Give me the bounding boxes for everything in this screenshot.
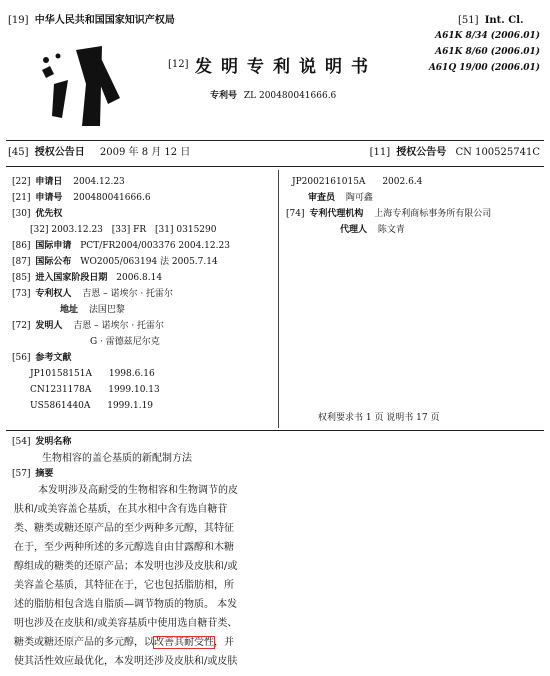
code-73: [73]	[12, 289, 31, 299]
abstract-line: 在于，至少两种所述的多元醇选自由甘露醇和木糖	[14, 542, 234, 553]
ref-doc: CN1231178A	[30, 385, 92, 395]
ref-date: 1999.10.13	[108, 385, 160, 395]
code-31: [31]	[155, 225, 174, 235]
national-phase-line	[12, 272, 162, 284]
code-22: [22]	[12, 177, 31, 187]
priority-label: 优先权	[35, 209, 63, 219]
int-cl-heading	[458, 14, 524, 27]
ref-item	[30, 400, 153, 412]
examiner-label: 审查员	[308, 193, 336, 203]
code-86: [86]	[12, 241, 31, 251]
code-57: [57]	[12, 469, 31, 479]
grant-number-label: 授权公告号	[396, 147, 447, 158]
inventor-line	[12, 320, 164, 332]
abstract-text: ，并	[214, 637, 234, 648]
invention-name-label: 发明名称	[35, 437, 72, 447]
inventor-1: 吉恩 – 诺埃尔 · 托雷尔	[73, 321, 165, 331]
app-no: 200480041666.6	[73, 193, 151, 203]
ref-item	[30, 368, 155, 380]
intl-pub-line	[12, 256, 218, 268]
app-no-line	[12, 192, 151, 204]
code-32: [32]	[30, 225, 49, 235]
abstract-line: 述的脂肪相包含选自脂质—调节物质的物质。 本发	[14, 599, 238, 610]
code-30: [30]	[12, 209, 31, 219]
abstract-line-highlighted	[14, 636, 234, 649]
app-date-line	[12, 176, 125, 188]
intl-app-line	[12, 240, 230, 252]
abstract-heading	[12, 468, 53, 480]
refs-line	[12, 352, 71, 364]
ref-item	[30, 384, 160, 396]
code-45: [45]	[8, 147, 29, 158]
abstract-line: 本发明涉及高耐受的生物相容和生物调节的皮	[38, 485, 238, 496]
office-line	[8, 14, 175, 27]
agent-line	[340, 224, 405, 236]
code-54: [54]	[12, 437, 31, 447]
code-85: [85]	[12, 273, 31, 283]
app-no-label: 申请号	[35, 193, 63, 203]
page-count: 权利要求书 1 页 说明书 17 页	[318, 413, 440, 423]
code-87: [87]	[12, 257, 31, 267]
agency-label: 专利代理机构	[309, 209, 364, 219]
ref-date: 1999.1.19	[107, 401, 154, 411]
examiner-line	[308, 192, 373, 204]
examiner: 陶可鑫	[345, 193, 373, 203]
ipc-class-3: A61Q 19/00 (2006.01)	[428, 63, 540, 73]
abstract-text: 糖类或糖还原产品的多元醇，以	[14, 637, 154, 648]
abstract-label: 摘要	[35, 469, 54, 479]
priority-row	[30, 224, 216, 236]
national-phase-date: 2006.8.14	[116, 273, 163, 283]
patent-no-label: 专利号	[210, 91, 238, 101]
ipc-class-2: A61K 8/60 (2006.01)	[435, 47, 540, 57]
ref-date: 2002.6.4	[382, 177, 423, 187]
code-12: [12]	[168, 59, 189, 70]
invention-name: 生物相容的盖仑基质的新配制方法	[42, 453, 192, 464]
doc-type-title: 发明专利说明书	[195, 57, 377, 77]
code-72: [72]	[12, 321, 31, 331]
ref-extra-line	[292, 176, 422, 188]
office-name: 中华人民共和国国家知识产权局	[34, 15, 175, 26]
ref-date: 1998.6.16	[108, 369, 155, 379]
address-label: 地址	[60, 305, 79, 315]
abstract-line: 明也涉及在皮肤和/或美容基质中使用选自糖苷类、	[14, 618, 238, 629]
grant-date-line	[8, 146, 190, 159]
app-date-label: 申请日	[35, 177, 63, 187]
highlighted-phrase[interactable]: 改善其耐受性	[154, 637, 214, 648]
patentee-line	[12, 288, 173, 300]
address-line	[60, 304, 125, 316]
inventor-2: G · 雷德兹尼尔克	[90, 337, 160, 347]
grant-date-label: 授权公告日	[34, 147, 85, 158]
abstract-line: 肤和/或美容盖仑基质，在其水相中含有选自糖苷	[14, 504, 228, 515]
column-divider	[278, 170, 279, 428]
code-19: [19]	[8, 15, 29, 26]
code-56: [56]	[12, 353, 31, 363]
agency: 上海专利商标事务所有限公司	[374, 209, 492, 219]
ref-doc: JP10158151A	[30, 369, 92, 379]
code-21: [21]	[12, 193, 31, 203]
intl-app: PCT/FR2004/003376 2004.12.23	[80, 241, 230, 251]
agent: 陈文青	[377, 225, 405, 235]
priority-line	[12, 208, 62, 220]
code-33: [33]	[111, 225, 131, 235]
divider-announce	[6, 166, 544, 167]
agency-line	[286, 208, 491, 220]
code-11: [11]	[369, 147, 391, 158]
abstract-line: 醇组成的糖类的还原产品；本发明也涉及皮肤和/或	[14, 561, 238, 572]
ipc-class-1: A61K 8/34 (2006.01)	[435, 31, 540, 41]
invention-name-heading	[12, 436, 71, 448]
code-51: [51]	[458, 15, 479, 26]
intl-pub: WO2005/063194 法 2005.7.14	[80, 257, 218, 267]
patent-number-line	[210, 90, 336, 102]
code-74: [74]	[286, 209, 305, 219]
national-phase-label: 进入国家阶段日期	[35, 273, 108, 283]
patentee-label: 专利权人	[35, 289, 72, 299]
grant-number: CN 100525741C	[455, 147, 540, 158]
inventor-label: 发明人	[35, 321, 63, 331]
divider-bottom	[6, 430, 544, 431]
abstract-line: 类、糖类或糖还原产品的至少两种多元醇，其特征	[14, 523, 234, 534]
app-date: 2004.12.23	[73, 177, 125, 187]
grant-date: 2009 年 8 月 12 日	[99, 147, 191, 158]
sipo-logo	[38, 44, 130, 130]
agent-label: 代理人	[340, 225, 368, 235]
ref-doc: JP2002161015A	[292, 177, 366, 187]
priority-country: FR	[133, 225, 147, 235]
refs-label: 参考文献	[35, 353, 72, 363]
priority-number: 0315290	[176, 225, 217, 235]
priority-date: 2003.12.23	[51, 225, 103, 235]
address: 法国巴黎	[88, 305, 125, 315]
divider-top	[6, 140, 544, 141]
int-cl-label: Int. Cl.	[484, 15, 524, 26]
patent-no: ZL 200480041666.6	[243, 91, 337, 101]
abstract-line: 美容盖仑基质，其特征在于，它也包括脂肪相，所	[14, 580, 234, 591]
intl-pub-label: 国际公布	[35, 257, 72, 267]
patentee: 吉恩 – 诺埃尔 · 托雷尔	[82, 289, 174, 299]
grant-number-line	[370, 146, 540, 159]
abstract-line: 使其活性效应最优化，本发明还涉及皮肤和/或皮肤	[14, 656, 238, 667]
intl-app-label: 国际申请	[35, 241, 72, 251]
ref-doc: US5861440A	[30, 401, 91, 411]
